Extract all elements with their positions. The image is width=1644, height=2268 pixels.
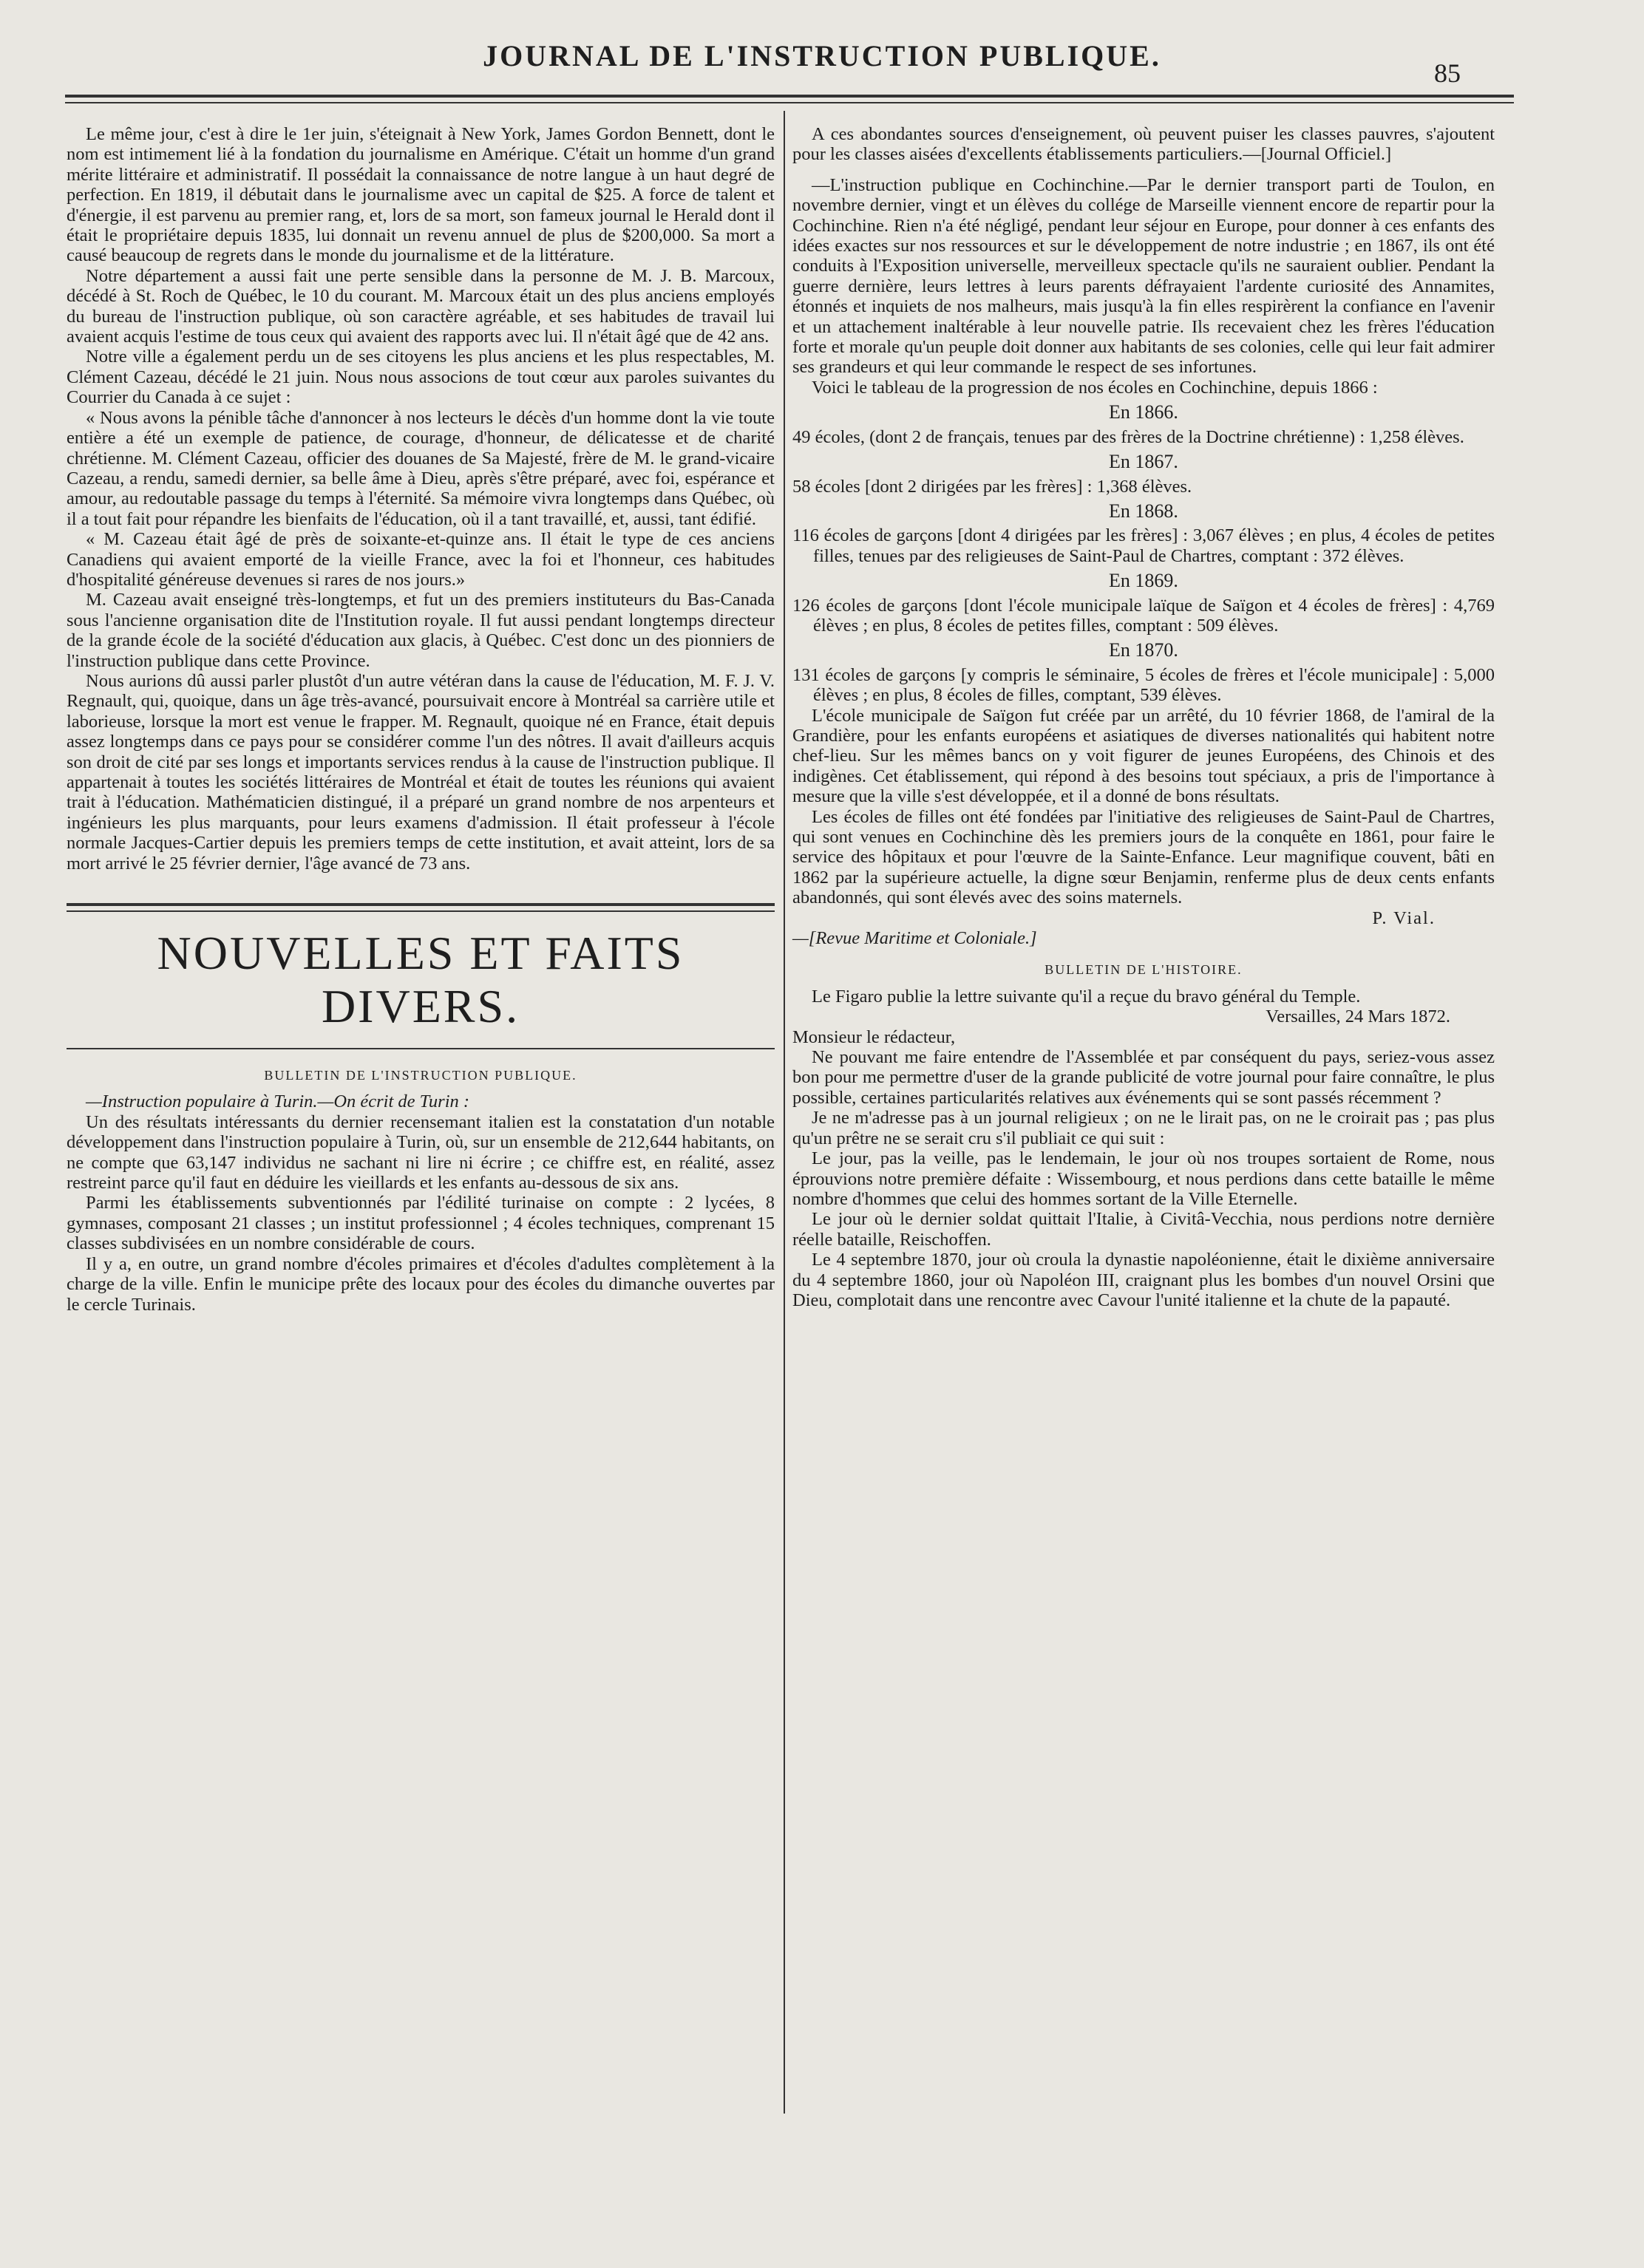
cochinchine-paragraph: —L'instruction publique en Cochinchine.—Par le dernier transport parti de Toulon, en novembre dernier, vingt et un élèves du collége de Marseille viennent encore de repartir pour la Cochinchine. Rien n'a été négligé, pendant leur séjour en Europe, pour donner à ces enfants des idées exactes sur nos ressources et sur le développement de notre industrie ; en 1867, ils ont été conduits à l'Exposition universelle, merveilleux spectacle qu'ils ne sauraient oublier. Pendant la guerre dernière, leurs lettres à leurs parents défrayaient l'ardente curiosité des Annamites, étonnés et inquiets de nos malheurs, mais jusqu'à la fin elles respirèrent la confiance en l'avenir et un attachement inaltérable à leur nouvelle patrie. Ils recevaient chez les frères l'éducation forte et morale qu'un peuple doit donner aux habitants de ses colonies, celle qui leur fait admirer ses grandeurs et qui leur commande le respect de ses infortunes.: [792, 174, 1495, 378]
turin-census-paragraph: Un des résultats intéressants du dernier recensemant italien est la constatation d'un notable développement dans l'instruction populaire à Turin, où, sur un ensemble de 212,644 habitants, on ne compte que 63,147 individus ne sachant ni lire ni écrire ; ce chiffre est, en réalité, assez restreint parce qu'il faut en déduire les vieillards et les enfants au-dessous de six ans.: [67, 1111, 775, 1193]
turin-establishments-paragraph: Parmi les établissements subventionnés par l'édilité turinaise on compte : 2 lycées, 8 gymnases, composant 21 classes ; un institut professionnel ; 4 écoles techniques, comprenant 15 classes subdivisées en un nombre considérable de cours.: [67, 1193, 775, 1254]
cazeau-quote-paragraph: « Nous avons la pénible tâche d'annoncer à nos lecteurs le décès d'un homme dont la vie toute entière a été un exemple de patience, de courage, d'honneur, de délicatesse et de charité chrétienne. M. Clément Cazeau, officier des douanes de Sa Majesté, frère de M. le grand-vicaire Cazeau, a rendu, samedi dernier, sa belle âme à Dieu, après s'être préparé, avec foi, espérance et amour, au redoutable passage du temps à l'éternité. Sa mémoire vivra longtemps dans Québec, où il a tout fait pour répandre les bienfaits de l'éducation, où il a tant travaillé, et, aussi, tant édifié.: [67, 407, 775, 529]
marcoux-paragraph: Notre département a aussi fait une perte sensible dans la personne de M. J. B. Marcoux, décédé à St. Roch de Québec, le 10 du courant. M. Marcoux était un des plus anciens employés du bureau de l'instruction publique, où son caractère agréable, et ses habitudes de travail lui avaient acquis l'estime de tous ceux qui avaient des rapports avec lui. Il n'était âgé que de 42 ans.: [67, 265, 775, 347]
letter-paragraph-4: Le jour où le dernier soldat quittait l'Italie, à Civitâ-Vecchia, nous perdions notre dernière réelle bataille, Reischoffen.: [792, 1209, 1495, 1250]
year-heading-1868: En 1868.: [1109, 500, 1178, 522]
turin-lead: —Instruction populaire à Turin.—On écrit de Turin :: [86, 1092, 470, 1112]
letter-paragraph-3: Le jour, pas la veille, pas le lendemain, le jour où nos troupes sortaient de Rome, nous éprouvions notre première défaite : Wissembourg, et nous perdions dans cette bataille le même nombre d'hommes que celui des hommes sortant de la Ville Eternelle.: [792, 1148, 1495, 1209]
headline-rule: [67, 1048, 775, 1049]
year-heading-1870: En 1870.: [1109, 639, 1178, 661]
year-heading-1866: En 1866.: [1109, 401, 1178, 423]
letter-paragraph-1: Ne pouvant me faire entendre de l'Assemblée et par conséquent du pays, seriez-vous assez bon pour me permettre d'user de la grande publicité de votre journal pour faire connaître, le plus possible, certaines particularités relatives aux événements qui se sont passés récemment ?: [792, 1047, 1495, 1108]
section-rule-thin: [67, 910, 775, 912]
column-divider: [784, 111, 785, 2114]
letter-paragraph-5: Le 4 septembre 1870, jour où croula la dynastie napoléonienne, était le dixième anniversaire du 4 septembre 1860, jour où Napoléon III, craignant plus les bombes d'un nouvel Orsini que Dieu, complotait dans une rencontre avec Cavour l'unité italienne et la chute de la papauté.: [792, 1250, 1495, 1310]
header-rule-thin: [65, 102, 1514, 103]
letter-paragraph-2: Je ne m'adresse pas à un journal religieux ; on ne le lirait pas, on ne le croirait pas ; pas plus qu'un prêtre ne se serait cru s'il publiait ce qui suit :: [792, 1108, 1495, 1148]
dateline: Versailles, 24 Mars 1872.: [1266, 1007, 1450, 1027]
schools-1868: 116 écoles de garçons [dont 4 dirigées par les frères] : 3,067 élèves ; en plus, 4 écoles de petites filles, tenues par des religieuses de Saint-Paul de Chartres, comptant : 372 élèves.: [792, 525, 1495, 566]
regnault-paragraph: Nous aurions dû aussi parler plustôt d'un autre vétéran dans la cause de l'éducation, M. F. J. V. Regnault, qui, quoique, dans un âge très-avancé, poursuivait encore à Montréal sa carrière utile et laborieuse, lorsque la mort est venue le frapper. M. Regnault, quoique né en France, était depuis assez longtemps dans ce pays pour se considérer comme l'un des nôtres. Il avait d'ailleurs acquis son droit de cité par ses longs et importants services rendus à la cause de l'instruction publique. Il appartenait à toutes les sociétés littéraires de Montréal et était de toutes les réunions qui avaient trait à l'éducation. Mathématicien distingué, il a préparé un grand nombre de nos arpenteurs et ingénieurs les plus marquants, pour leurs examens d'admission. Il était professeur à l'école normale Jacques-Cartier depuis les premiers temps de cette institution, et avait atteint, lors de sa mort arrivé le 25 février dernier, l'âge avancé de 73 ans.: [67, 670, 775, 874]
schools-1869: 126 écoles de garçons [dont l'école municipale laïque de Saïgon et 4 écoles de frères] : 4,769 élèves ; en plus, 8 écoles de petites filles, comptant : 509 élèves.: [792, 595, 1495, 636]
girls-schools-paragraph: Les écoles de filles ont été fondées par l'initiative des religieuses de Saint-Paul de Chartres, qui sont venues en Cochinchine dès les premiers jours de la conquête en 1861, pour faire le service des hôpitaux et pour l'œuvre de la Sainte-Enfance. Leur magnifique couvent, bâti en 1862 par la supérieure actuelle, la digne sœur Benjamin, renferme plus de deux cents enfants abandonnés, qui sont élevés avec des soins maternels.: [792, 806, 1495, 908]
figaro-paragraph: Le Figaro publie la lettre suivante qu'il a reçue du bravo général du Temple.: [812, 986, 1361, 1007]
section-rule: [67, 903, 775, 906]
sources-paragraph: A ces abondantes sources d'enseignement, où peuvent puiser les classes pauvres, s'ajoutent pour les classes aisées d'excellents établissements particuliers.—[Journal Officiel.]: [792, 124, 1495, 165]
cazeau-teacher-paragraph: M. Cazeau avait enseigné très-longtemps, et fut un des premiers instituteurs du Bas-Canada sous l'ancienne organisation dite de l'Institution royale. Il fut aussi pendant longtemps directeur de la grande école de la société d'éducation aux glacis, à Québec. C'est donc un des pionniers de l'instruction publique dans cette Province.: [67, 590, 775, 671]
bulletin-heading: BULLETIN DE L'INSTRUCTION PUBLIQUE.: [264, 1068, 577, 1083]
page-number: 85: [1434, 58, 1461, 88]
year-heading-1867: En 1867.: [1109, 451, 1178, 473]
section-headline: NOUVELLES ET FAITS DIVERS.: [157, 927, 685, 1033]
header-rule: [65, 95, 1514, 98]
salutation: Monsieur le rédacteur,: [792, 1026, 956, 1047]
progression-intro: Voici le tableau de la progression de nos écoles en Cochinchine, depuis 1866 :: [812, 377, 1378, 398]
source-citation: —[Revue Maritime et Coloniale.]: [792, 928, 1037, 949]
turin-schools-paragraph: Il y a, en outre, un grand nombre d'écoles primaires et d'écoles d'adultes complètement à la charge de la ville. Enfin le municipe prête des locaux pour des écoles du dimanche ouvertes par le cercle Turinais.: [67, 1253, 775, 1315]
cazeau-intro-paragraph: Notre ville a également perdu un de ses citoyens les plus anciens et les plus respectables, M. Clément Cazeau, décédé le 21 juin. Nous nous associons de tout cœur aux paroles suivantes du Courrier du Canada à ce sujet :: [67, 347, 775, 408]
saigon-school-paragraph: L'école municipale de Saïgon fut créée par un arrêté, du 10 février 1868, de l'amiral de la Grandière, pour les enfants européens et asiatiques de diverses nationalités qui habitent notre chef-lieu. Sur les mêmes bancs on y voit figurer de jeunes Européens, des Chinois et des indigènes. Cet établissement, qui répond à des besoins tout spéciaux, a pris de l'importance à mesure que la ville s'est développée, et il a donné de bons résultats.: [792, 705, 1495, 807]
left-column: [67, 124, 775, 1315]
schools-1866: 49 écoles, (dont 2 de français, tenues par des frères de la Doctrine chrétienne) : 1,258 élèves.: [792, 426, 1464, 447]
right-column: [792, 124, 1495, 1310]
cazeau-quote-paragraph-2: « M. Cazeau était âgé de près de soixante-et-quinze ans. Il était le type de ces anciens Canadiens qui avaient emporté de la vieille France, avec la foi et l'honneur, ces habitudes d'hospitalité généreuse devenues si rares de nos jours.»: [67, 529, 775, 590]
schools-1870: 131 écoles de garçons [y compris le séminaire, 5 écoles de frères et l'école municipale] : 5,000 élèves ; en plus, 8 écoles de filles, comptant, 539 élèves.: [792, 664, 1495, 706]
schools-1867: 58 écoles [dont 2 dirigées par les frères] : 1,368 élèves.: [792, 476, 1192, 497]
bennett-paragraph: Le même jour, c'est à dire le 1er juin, s'éteignait à New York, James Gordon Bennett, dont le nom est intimement lié à la fondation du journalisme en Amérique. C'était un homme d'un grand mérite littéraire et administratif. Il possédait la connaissance de notre langue à un haut degré de perfection. En 1819, il débutait dans le journalisme avec un capital de $25. A force de talent et d'énergie, il est parvenu au premier rang, et, lors de sa mort, son fameux journal le Herald dont il était le propriétaire depuis 1835, lui donnait un revenu annuel de plus de $200,000. Sa mort a causé beaucoup de regrets dans le monde du journalisme et de la littérature.: [67, 124, 775, 266]
running-title: JOURNAL DE L'INSTRUCTION PUBLIQUE.: [483, 39, 1161, 72]
year-heading-1869: En 1869.: [1109, 570, 1178, 592]
signature: P. Vial.: [1372, 907, 1436, 928]
history-bulletin-heading: BULLETIN DE L'HISTOIRE.: [1045, 962, 1243, 978]
